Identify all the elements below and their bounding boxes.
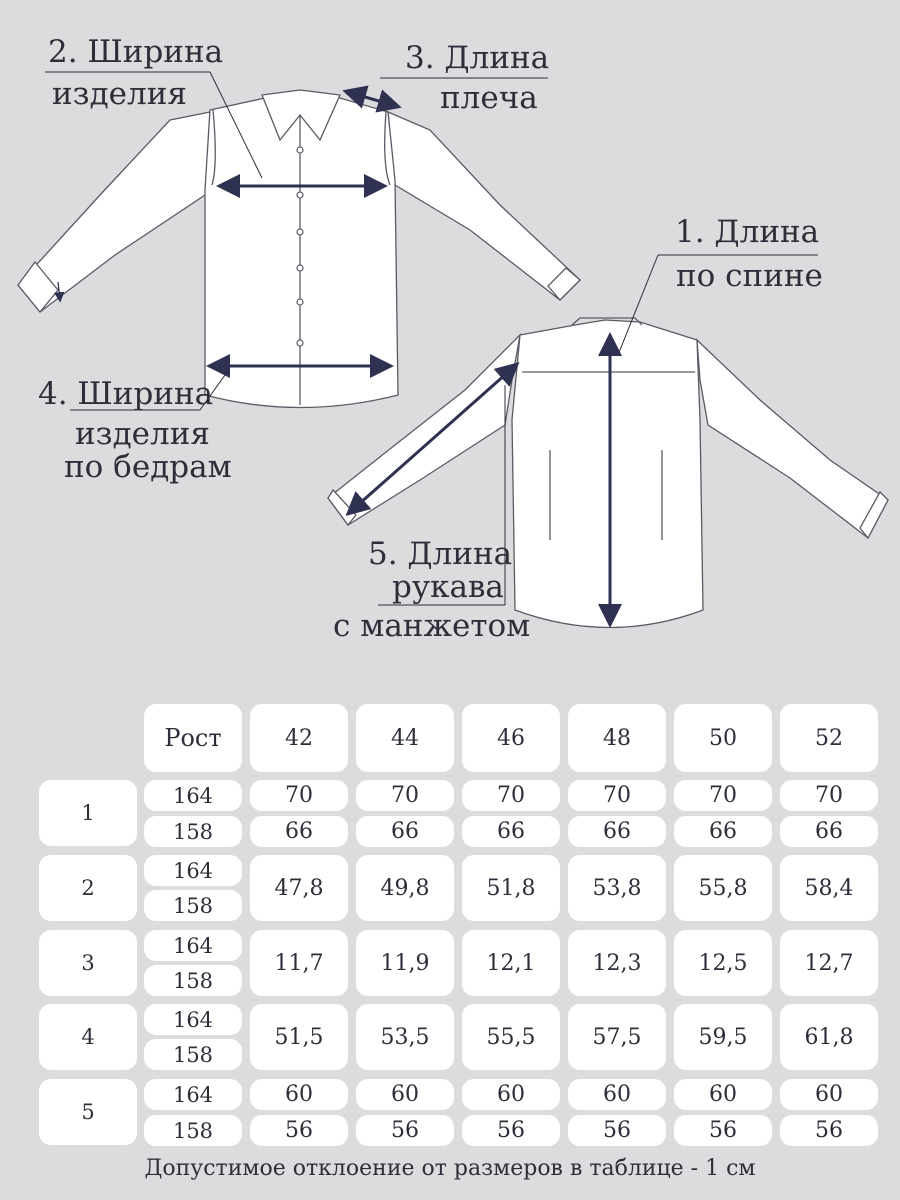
height-cell: 158 [144,1115,242,1146]
label-hip-width: 4. Ширина [38,376,214,412]
label-width-line2: изделия [52,76,187,112]
height-cell: 164 [144,1004,242,1035]
value-cell: 70 [356,780,454,811]
measurement-id-cell: 3 [39,930,137,996]
size-header-cell: 50 [674,704,772,772]
value-cell: 58,4 [780,855,878,921]
label-shoulder: 3. Длина [405,40,550,76]
value-cell: 66 [356,816,454,847]
height-cell: 158 [144,816,242,847]
value-cell: 56 [674,1115,772,1146]
value-cell: 57,5 [568,1004,666,1070]
value-cell: 61,8 [780,1004,878,1070]
measurement-id-cell: 1 [39,780,137,846]
height-cell: 164 [144,1079,242,1110]
value-cell: 47,8 [250,855,348,921]
value-cell: 60 [568,1079,666,1110]
value-cell: 56 [356,1115,454,1146]
measurement-id-cell: 2 [39,855,137,921]
measurement-id-cell: 5 [39,1079,137,1145]
value-cell: 11,9 [356,930,454,996]
size-header-cell: 42 [250,704,348,772]
value-cell: 12,3 [568,930,666,996]
size-header-cell: 44 [356,704,454,772]
value-cell: 60 [780,1079,878,1110]
label-hip-width-line3: по бедрам [64,449,232,485]
value-cell: 12,1 [462,930,560,996]
height-cell: 158 [144,1039,242,1070]
value-cell: 60 [356,1079,454,1110]
height-cell: 164 [144,780,242,811]
value-cell: 55,8 [674,855,772,921]
value-cell: 51,8 [462,855,560,921]
value-cell: 53,5 [356,1004,454,1070]
value-cell: 51,5 [250,1004,348,1070]
value-cell: 66 [780,816,878,847]
tolerance-footnote: Допустимое отклоение от размеров в таблице - 1 см [144,1156,756,1181]
value-cell: 70 [568,780,666,811]
size-header-cell: 48 [568,704,666,772]
value-cell: 70 [780,780,878,811]
value-cell: 70 [674,780,772,811]
value-cell: 11,7 [250,930,348,996]
height-cell: 158 [144,890,242,921]
height-header-cell: Рост [144,704,242,772]
label-back-length-line2: по спине [676,258,823,294]
value-cell: 66 [568,816,666,847]
value-cell: 66 [674,816,772,847]
value-cell: 59,5 [674,1004,772,1070]
value-cell: 66 [250,816,348,847]
height-cell: 164 [144,930,242,961]
height-cell: 164 [144,855,242,886]
label-shoulder-line2: плеча [440,80,538,116]
value-cell: 12,5 [674,930,772,996]
value-cell: 12,7 [780,930,878,996]
value-cell: 60 [462,1079,560,1110]
value-cell: 66 [462,816,560,847]
value-cell: 55,5 [462,1004,560,1070]
value-cell: 70 [462,780,560,811]
value-cell: 60 [250,1079,348,1110]
label-sleeve-line3: с манжетом [333,608,531,644]
label-width: 2. Ширина [48,34,224,70]
measurement-id-cell: 4 [39,1004,137,1070]
label-hip-width-line2: изделия [75,416,210,452]
value-cell: 70 [250,780,348,811]
size-header-cell: 52 [780,704,878,772]
value-cell: 56 [780,1115,878,1146]
value-cell: 56 [462,1115,560,1146]
size-header-cell: 46 [462,704,560,772]
value-cell: 60 [674,1079,772,1110]
height-cell: 158 [144,965,242,996]
label-sleeve-line2: рукава [392,569,504,605]
label-back-length: 1. Длина [675,214,820,250]
value-cell: 53,8 [568,855,666,921]
value-cell: 56 [250,1115,348,1146]
value-cell: 49,8 [356,855,454,921]
label-sleeve: 5. Длина [368,536,513,572]
value-cell: 56 [568,1115,666,1146]
